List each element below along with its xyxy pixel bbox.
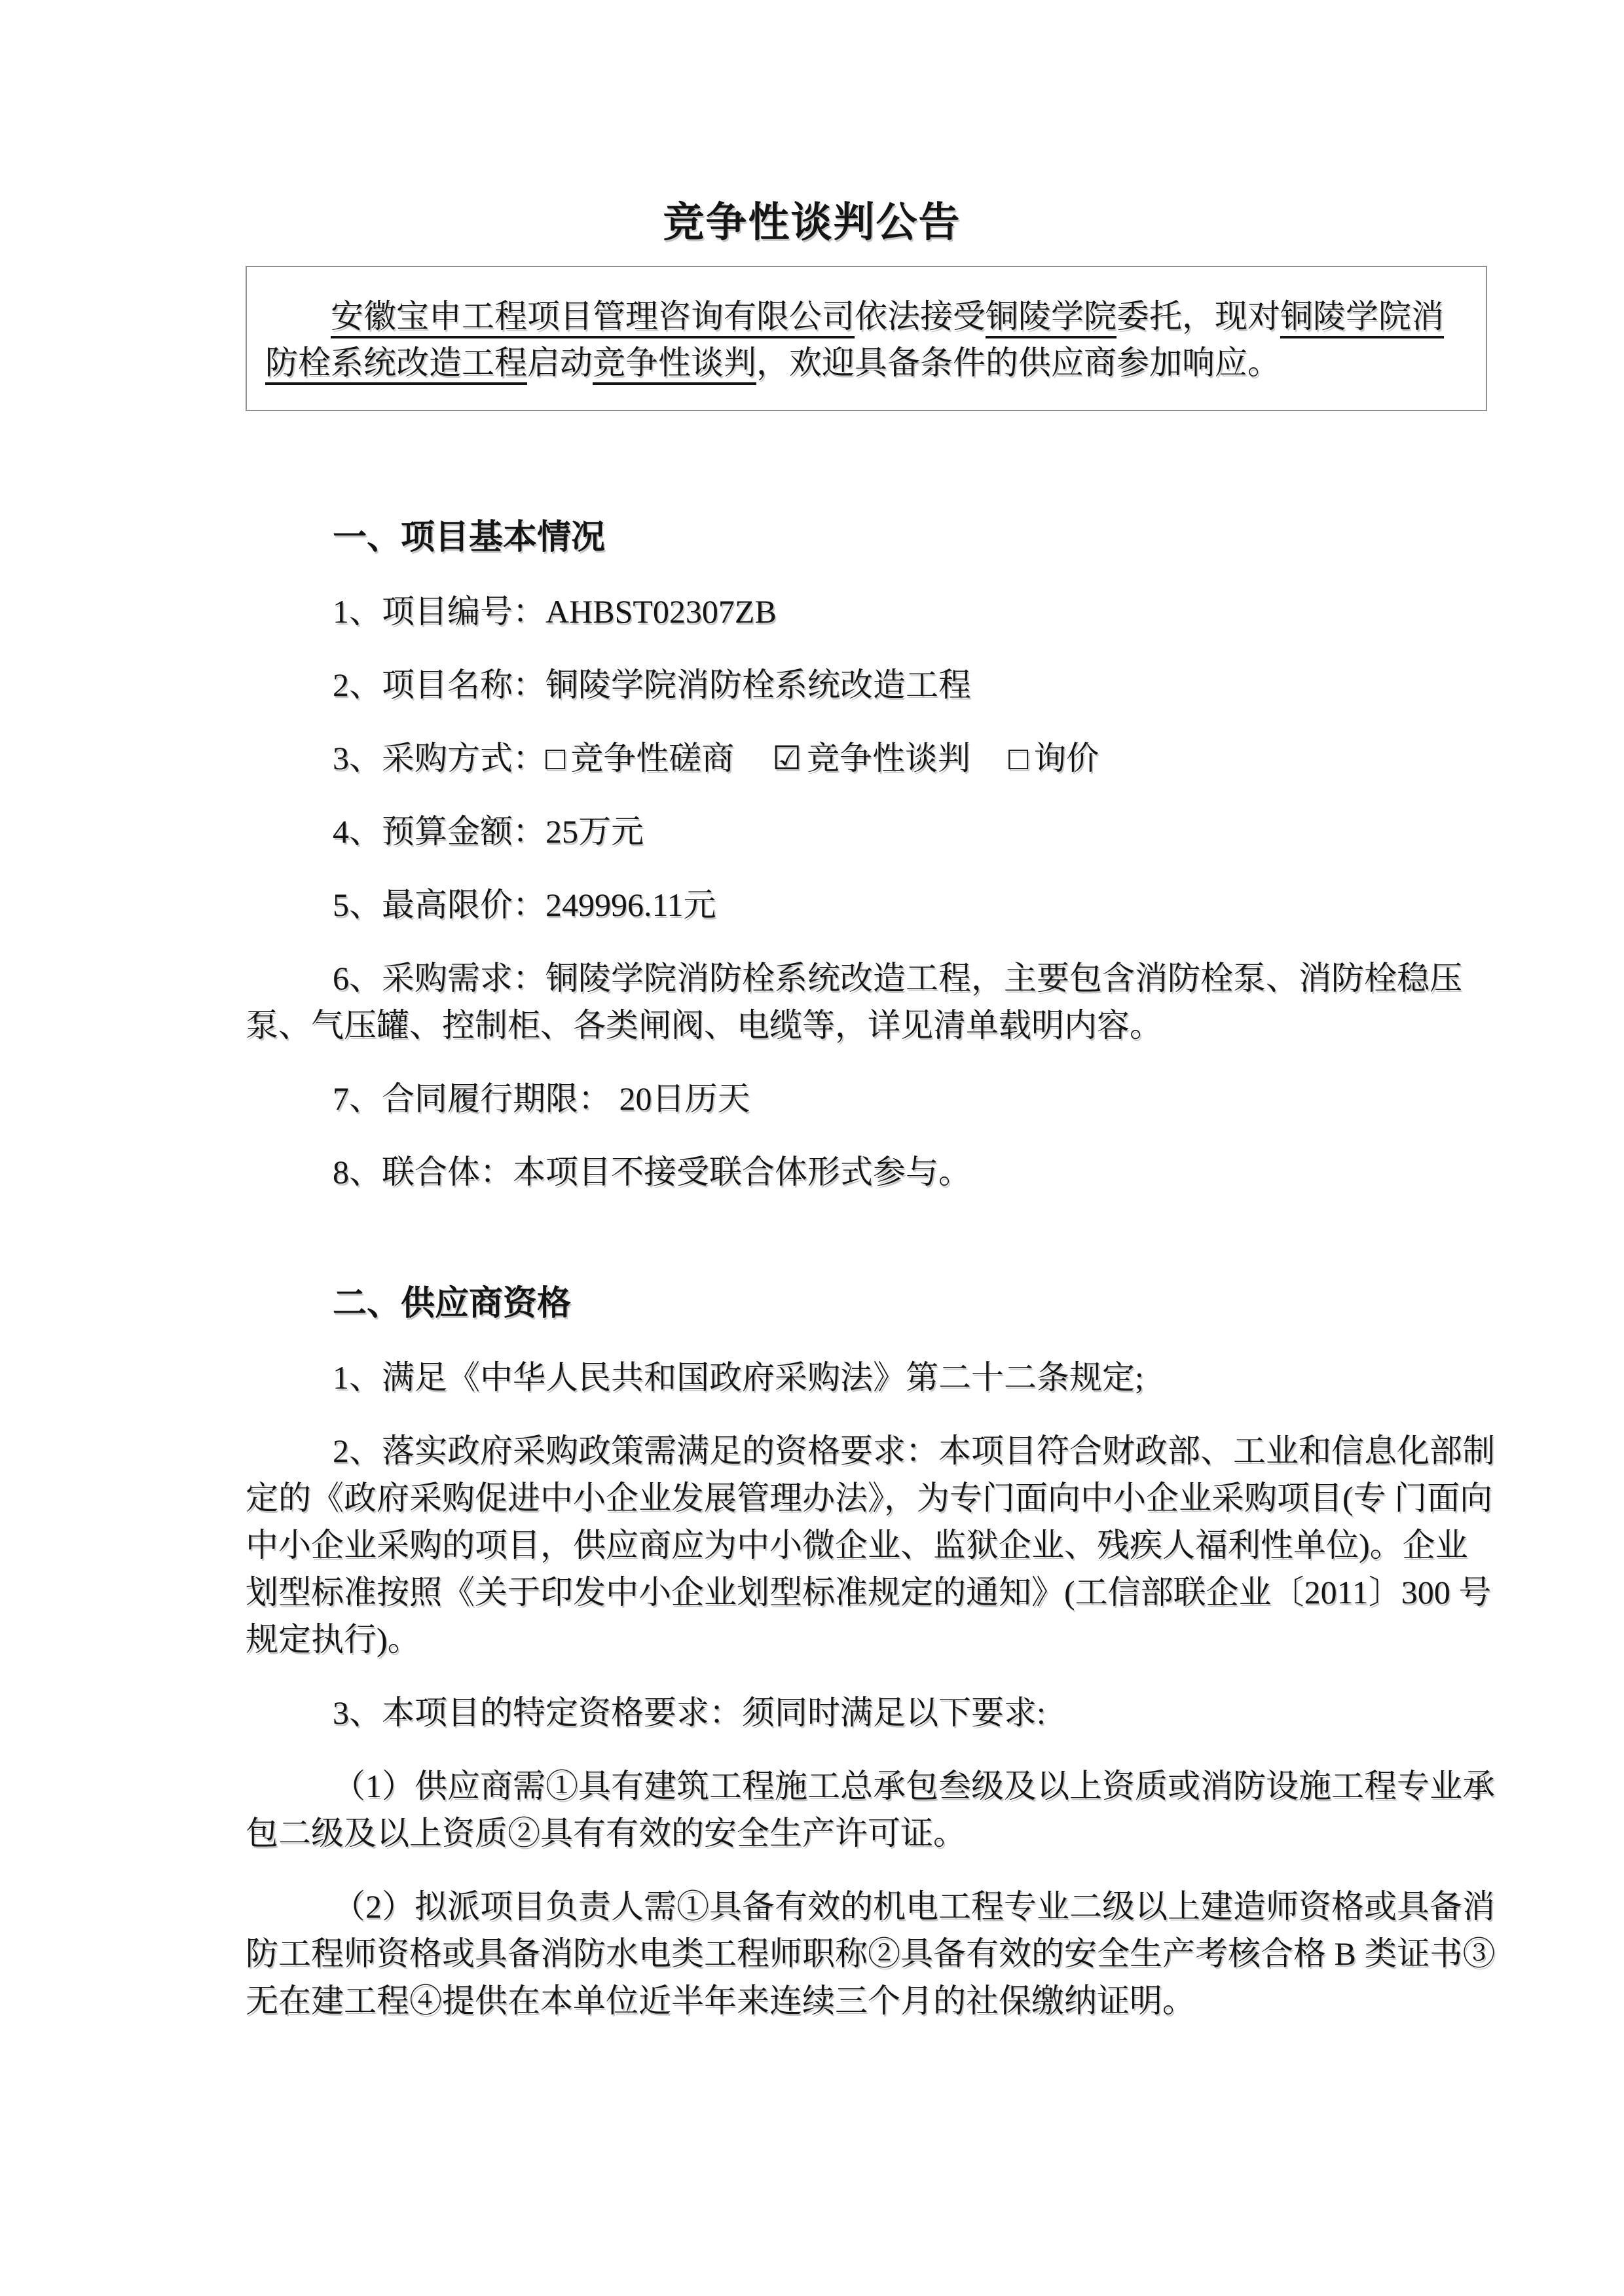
item-project-name: 2、项目名称：铜陵学院消防栓系统改造工程 [333, 666, 971, 703]
item-consortium: 8、联合体：本项目不接受联合体形式参与。 [333, 1154, 971, 1190]
qualification-item-law: 1、满足《中华人民共和国政府采购法》第二十二条规定; [333, 1359, 1144, 1396]
procurement-option-tanpan [772, 740, 970, 776]
intro-segment-client: 铜陵学院 [986, 298, 1116, 338]
checkbox-unchecked-icon: □ [545, 740, 566, 776]
intro-segment-text: ，欢迎具备条件的供应商参加响应。 [756, 344, 1280, 381]
procurement-option-xunjia [1008, 740, 1099, 776]
item-contract-period: 7、合同履行期限： 20日历天 [333, 1080, 750, 1117]
document-title: 竞争性谈判公告 [663, 200, 961, 246]
item-project-number: 1、项目编号：AHBST02307ZB [333, 593, 777, 630]
intro-box [246, 266, 1487, 411]
intro-segment-method: 竞争性谈判 [593, 344, 756, 385]
intro-segment-text: 委托，现对 [1116, 298, 1280, 335]
intro-paragraph [265, 293, 1467, 386]
checkbox-checked-icon: ☑ [772, 740, 802, 776]
qualification-item-policy: 2、落实政府采购政策需满足的资格要求：本项目符合财政部、工业和信息化部制定的《政府采购促进中小企业发展管理办法》，为专门面向中小企业采购项目(专 门面向中小企业采购的项目，供应商应为中小微企业、监狱企业、残疾人福利性单位)。企业划型标准按照《关于印发中小企业划型标准规定的通知》(工信部联企业〔2011〕300 号规定执行)。 [246, 1432, 1495, 1658]
item-procurement-method [246, 735, 1500, 782]
intro-segment-text: 依法接受 [855, 298, 986, 335]
intro-segment-text: 启动 [527, 344, 593, 381]
qualification-sub-manager: （2）拟派项目负责人需①具备有效的机电工程专业二级以上建造师资格或具备消防工程师资格或具备消防水电类工程师职称②具备有效的安全生产考核合格 B 类证书③无在建工程④提供在本单位近半年来连续三个月的社保缴纳证明。 [246, 1888, 1496, 2019]
intro-segment-agency: 安徽宝申工程项目管理咨询有限公司 [331, 298, 855, 338]
intro-segment-project: 铜陵学院消防栓系统改造工程 [265, 298, 1444, 385]
qualification-item-specific: 3、本项目的特定资格要求：须同时满足以下要求: [333, 1694, 1046, 1731]
item-budget: 4、预算金额：25万元 [333, 813, 644, 850]
section-basic-info-heading: 一、项目基本情况 [333, 519, 606, 556]
item-requirements: 6、采购需求：铜陵学院消防栓系统改造工程，主要包含消防栓泵、消防栓稳压泵、气压罐、控制柜、各类闸阀、电缆等，详见清单载明内容。 [246, 960, 1462, 1044]
item-max-price: 5、最高限价：249996.11元 [333, 886, 716, 923]
qualification-sub-supplier: （1）供应商需①具有建筑工程施工总承包叁级及以上资质或消防设施工程专业承包二级及以上资质②具有有效的安全生产许可证。 [246, 1768, 1495, 1851]
procurement-option-label: 询价 [1033, 740, 1099, 776]
procurement-option-label: 竞争性谈判 [807, 740, 971, 776]
procurement-option-cuoshang [545, 740, 734, 776]
section-supplier-qualification-heading: 二、供应商资格 [333, 1285, 572, 1322]
procurement-method-label: 3、采购方式： [333, 740, 545, 776]
checkbox-unchecked-icon: □ [1008, 740, 1029, 776]
procurement-option-label: 竞争性磋商 [570, 740, 735, 776]
